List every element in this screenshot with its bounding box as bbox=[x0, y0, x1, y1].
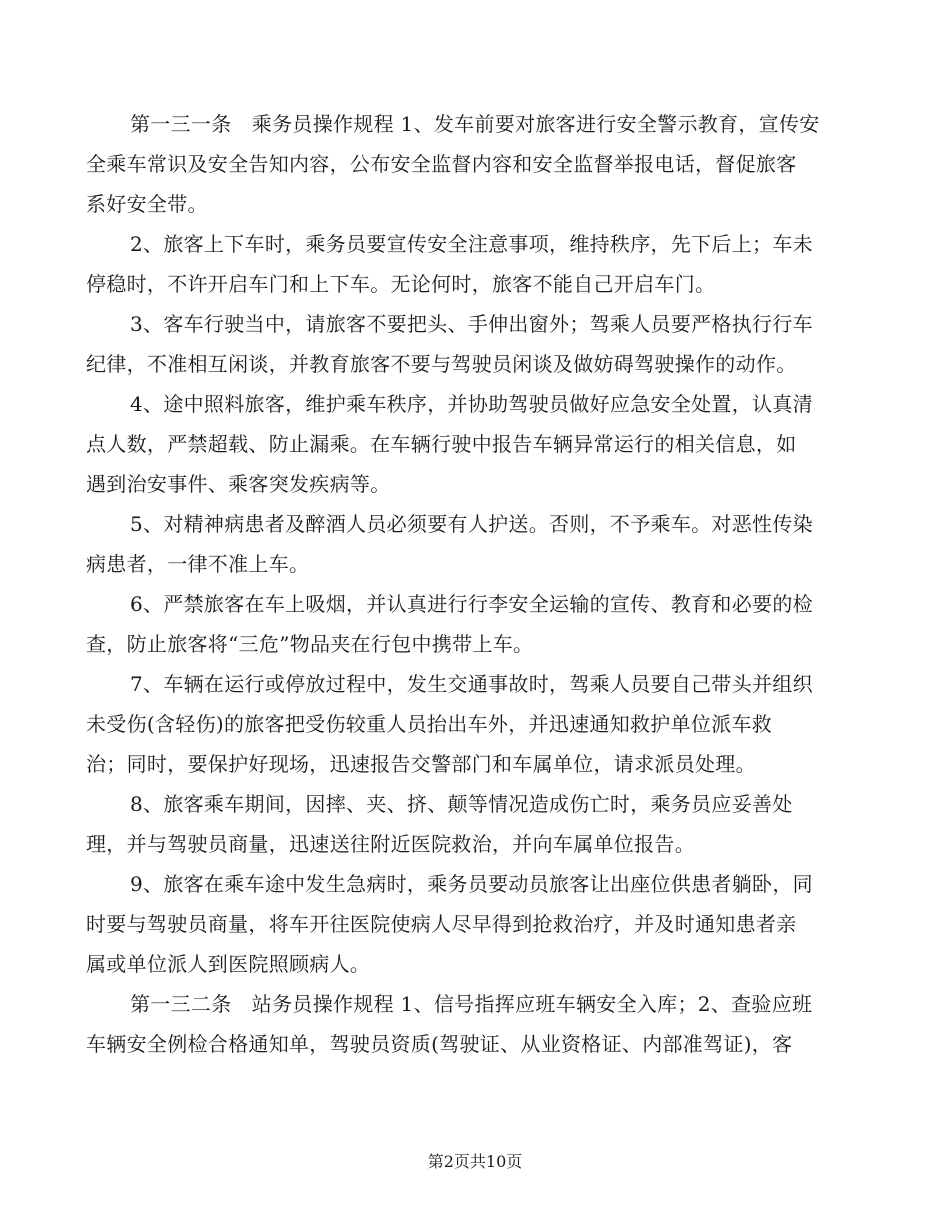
paragraph bbox=[86, 224, 854, 304]
paragraph bbox=[86, 784, 854, 864]
paragraph-line: 9、旅客在乘车途中发生急病时，乘务员要动员旅客让出座位供患者躺卧，同 bbox=[130, 872, 813, 896]
paragraph-line: 遇到治安事件、乘客突发疾病等。 bbox=[86, 472, 391, 496]
paragraph bbox=[86, 104, 854, 224]
paragraph-line: 系好安全带。 bbox=[86, 192, 208, 216]
paragraph-line: 点人数，严禁超载、防止漏乘。在车辆行驶中报告车辆异常运行的相关信息，如 bbox=[86, 432, 797, 456]
paragraph-line: 第一三二条 站务员操作规程 1、信号指挥应班车辆安全入库；2、查验应班 bbox=[130, 992, 813, 1016]
paragraph bbox=[86, 984, 854, 1064]
paragraph-line: 7、车辆在运行或停放过程中，发生交通事故时，驾乘人员要自己带头并组织 bbox=[130, 672, 813, 696]
paragraph-line: 时要与驾驶员商量，将车开往医院使病人尽早得到抢救治疗，并及时通知患者亲 bbox=[86, 912, 797, 936]
document-body bbox=[86, 104, 854, 1064]
paragraph bbox=[86, 504, 854, 584]
paragraph-line: 第一三一条 乘务员操作规程 1、发车前要对旅客进行安全警示教育，宣传安 bbox=[130, 112, 820, 136]
paragraph-line: 2、旅客上下车时，乘务员要宣传安全注意事项，维持秩序，先下后上；车未 bbox=[130, 232, 813, 256]
paragraph-line: 3、客车行驶当中，请旅客不要把头、手伸出窗外；驾乘人员要严格执行行车 bbox=[130, 312, 813, 336]
paragraph-line: 治；同时，要保护好现场，迅速报告交警部门和车属单位，请求派员处理。 bbox=[86, 752, 756, 776]
paragraph-line: 8、旅客乘车期间，因摔、夹、挤、颠等情况造成伤亡时，乘务员应妥善处 bbox=[130, 792, 793, 816]
paragraph-line: 6、严禁旅客在车上吸烟，并认真进行行李安全运输的宣传、教育和必要的检 bbox=[130, 592, 813, 616]
paragraph-line: 4、途中照料旅客，维护乘车秩序，并协助驾驶员做好应急安全处置，认真清 bbox=[130, 392, 813, 416]
paragraph bbox=[86, 864, 854, 984]
paragraph-line: 查，防止旅客将“三危”物品夹在行包中携带上车。 bbox=[86, 632, 534, 656]
paragraph bbox=[86, 384, 854, 504]
paragraph-line: 未受伤(含轻伤)的旅客把受伤较重人员抬出车外，并迅速通知救护单位派车救 bbox=[86, 712, 773, 736]
paragraph bbox=[86, 304, 854, 384]
paragraph-line: 病患者，一律不准上车。 bbox=[86, 552, 310, 576]
paragraph-line: 全乘车常识及安全告知内容，公布安全监督内容和安全监督举报电话，督促旅客 bbox=[86, 152, 797, 176]
paragraph-line: 停稳时，不许开启车门和上下车。无论何时，旅客不能自己开启车门。 bbox=[86, 272, 716, 296]
paragraph-line: 纪律，不准相互闲谈，并教育旅客不要与驾驶员闲谈及做妨碍驾驶操作的动作。 bbox=[86, 352, 797, 376]
paragraph-line: 属或单位派人到医院照顾病人。 bbox=[86, 952, 371, 976]
paragraph-line: 5、对精神病患者及醉酒人员必须要有人护送。否则，不予乘车。对恶性传染 bbox=[130, 512, 813, 536]
page-footer: 第2页共10页 bbox=[427, 1152, 523, 1171]
paragraph-line: 车辆安全例检合格通知单，驾驶员资质(驾驶证、从业资格证、内部准驾证)，客 bbox=[86, 1032, 793, 1056]
paragraph bbox=[86, 584, 854, 664]
paragraph-line: 理，并与驾驶员商量，迅速送往附近医院救治，并向车属单位报告。 bbox=[86, 832, 695, 856]
paragraph bbox=[86, 664, 854, 784]
